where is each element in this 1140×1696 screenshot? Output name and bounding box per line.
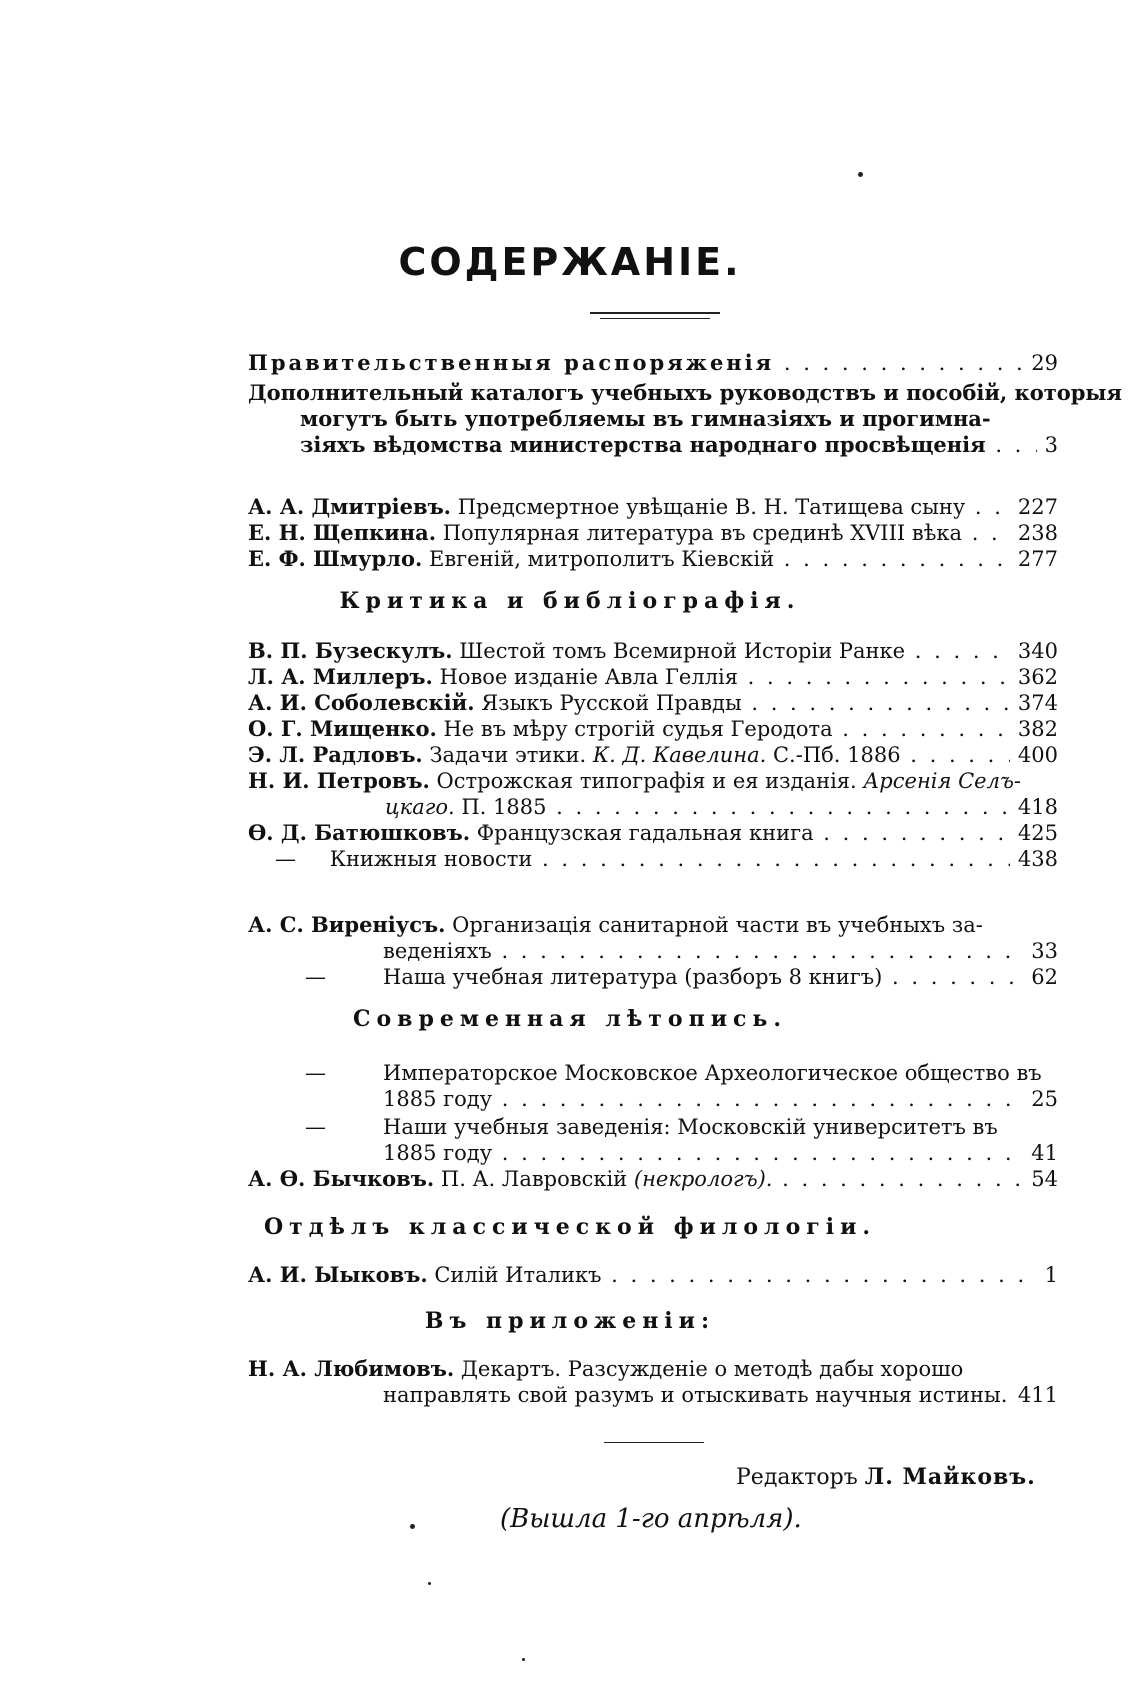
toc-entry: [248, 964, 1058, 990]
entry-title: Французская гадальная книга: [476, 821, 814, 845]
author: Л. А. Миллеръ.: [248, 664, 433, 689]
entry-title: Языкъ Русской Правды: [481, 691, 742, 715]
entry-title: Силій Италикъ: [434, 1263, 602, 1287]
appendix-line-1: [248, 1356, 963, 1382]
entry-title: Шестой томъ Всемирной Исторіи Ранке: [459, 639, 906, 663]
author: Э. Л. Радловъ.: [248, 742, 423, 767]
author: Е. Ф. Шмурло.: [248, 546, 423, 571]
catalog-line-2: могутъ быть употребляемы въ гимназіяхъ и прогимна-: [300, 406, 991, 431]
entry-title: Организація санитарной части въ учебныхъ за-: [452, 913, 983, 937]
entry-title-italic: Арсенія Селъ-: [863, 769, 1022, 793]
toc-entry: [248, 546, 1058, 572]
page-number: 54: [1023, 1166, 1058, 1192]
handwritten-note: (Вышла 1-го апрѣля).: [500, 1504, 802, 1534]
author: Н. А. Любимовъ.: [248, 1356, 455, 1381]
page-number: 411: [1010, 1382, 1058, 1408]
toc-entry: [248, 494, 1058, 520]
page-number: 374: [1010, 690, 1058, 716]
entry-title: Книжныя новости: [329, 847, 533, 871]
title-rule: [590, 312, 720, 314]
author: О. Г. Мищенко.: [248, 716, 437, 741]
entry-title: Евгеній, митрополитъ Кіевскій: [428, 547, 775, 571]
section-heading-chronicle: Современная лѣтопись.: [352, 1006, 788, 1032]
entry-title: Предсмертное увѣщаніе В. Н. Татищева сыну: [457, 495, 966, 519]
author: А. И. Соболевскій.: [248, 690, 475, 715]
toc-entry: [248, 1262, 1058, 1288]
entry-title: Наши учебныя заведенія: Московскій университетъ въ: [383, 1115, 998, 1139]
ink-speck: [522, 1658, 525, 1661]
toc-entry: [383, 1140, 1058, 1166]
entry-title: 1885 году . . .: [383, 1086, 1058, 1112]
toc-entry: [248, 638, 1058, 664]
toc-entry: [383, 938, 1058, 964]
toc-entry: [248, 716, 1058, 742]
entry-title: Не въ мѣру строгій судья Геродота: [443, 717, 833, 741]
section-heading-classical: Отдѣлъ классической филологіи.: [263, 1214, 877, 1240]
entry-title-italic: К. Д. Кавелина.: [592, 743, 767, 767]
entry-title: Императорское Московское Археологическое общество въ: [383, 1061, 1042, 1085]
toc-entry: [383, 1382, 1058, 1408]
author: А. А. Дмитріевъ.: [248, 494, 451, 519]
ink-speck: [858, 172, 863, 177]
divider: [604, 1442, 704, 1443]
toc-entry: [383, 1086, 1058, 1112]
page-number: 277: [1010, 546, 1058, 572]
page-number: 238: [1010, 520, 1058, 546]
editor-line: [736, 1464, 1036, 1491]
page-number: 418: [1010, 794, 1058, 820]
page-number: 425: [1010, 820, 1058, 846]
author: Ѳ. Д. Батюшковъ.: [248, 820, 471, 845]
author: А. Ѳ. Бычковъ.: [248, 1166, 435, 1191]
dash: —: [305, 965, 326, 989]
page-number: 382: [1010, 716, 1058, 742]
page-number: 340: [1010, 638, 1058, 664]
page-number: 400: [1010, 742, 1058, 768]
page-number: 41: [1023, 1140, 1058, 1166]
toc-gov-heading: [248, 350, 1058, 376]
entry-title: Новое изданіе Авла Геллія: [439, 665, 738, 689]
toc-entry: [248, 690, 1058, 716]
page-number: 3: [1037, 432, 1058, 458]
entry-title: Острожская типографія и ея изданія.: [436, 769, 857, 793]
entry-title-italic: цкаго.: [385, 795, 455, 819]
toc-entry: [248, 1166, 1058, 1192]
toc-entry: [248, 820, 1058, 846]
entry-title-end: С.-Пб. 1886: [772, 743, 901, 767]
university-line-1: [248, 1114, 998, 1140]
society-line-1: [248, 1060, 1042, 1086]
virenius-line-1: [248, 912, 983, 938]
entry-title: Задачи этики.: [429, 743, 587, 767]
author: А. С. Виреніусъ.: [248, 912, 446, 937]
section-heading-appendix: Въ приложеніи:: [424, 1308, 716, 1334]
page-number: 1: [1037, 1262, 1058, 1288]
catalog-line-1: Дополнительный каталогъ учебныхъ руководствъ и пособій, которыя: [248, 380, 1122, 405]
page-title: СОДЕРЖАНІЕ.: [398, 240, 742, 284]
entry-title: 1885 году . . .: [383, 1140, 1058, 1166]
entry-title: направлять свой разумъ и отыскивать научныя истины. . . .: [383, 1382, 1058, 1408]
catalog-line-3: зіяхъ вѣдомства министерства народнаго просвѣщенія . . .: [300, 432, 1058, 458]
entry-title: П. А. Лавровскій: [440, 1167, 628, 1191]
page-number: 25: [1023, 1086, 1058, 1112]
editor-label: Редакторъ: [736, 1465, 858, 1490]
author: Н. И. Петровъ.: [248, 768, 430, 793]
entry-title-italic: (некрологъ).: [633, 1167, 773, 1191]
toc-catalog: [300, 432, 1058, 458]
petrov-line-1: [248, 768, 1021, 794]
entry-title: Наша учебная литература (разборъ 8 книгъ): [383, 965, 883, 989]
dash: —: [305, 1115, 326, 1139]
page-number: 227: [1010, 494, 1058, 520]
entry-title: Популярная литература въ срединѣ XVIII вѣка: [442, 521, 963, 545]
toc-entry: [248, 846, 1058, 872]
page-number: 438: [1010, 846, 1058, 872]
author: Е. Н. Щепкина.: [248, 520, 437, 545]
gov-heading-text: Правительственныя распоряженія . . .: [248, 350, 1058, 376]
section-heading-criticism: Критика и библіографія.: [339, 588, 801, 614]
toc-entry: [248, 664, 1058, 690]
title-rule-thin: [600, 318, 710, 319]
page-number: 29: [1023, 350, 1058, 376]
page-number: 62: [1023, 964, 1058, 990]
author: А. И. Ыыковъ.: [248, 1262, 428, 1287]
toc-entry: [248, 520, 1058, 546]
editor-name: Л. Майковъ.: [864, 1464, 1036, 1490]
page-number: 33: [1023, 938, 1058, 964]
ink-speck: [428, 1582, 431, 1585]
toc-entry: [385, 794, 1058, 820]
dash: —: [305, 1061, 326, 1085]
toc-entry: [248, 742, 1058, 768]
ink-speck: [410, 1524, 415, 1529]
author: В. П. Бузескулъ.: [248, 638, 453, 663]
entry-title: веденіяхъ . . .: [383, 938, 1058, 964]
entry-title: Декартъ. Разсужденіе о методѣ дабы хорошо: [460, 1357, 964, 1381]
page-number: 362: [1010, 664, 1058, 690]
dash: —: [275, 847, 296, 871]
entry-title: П. 1885: [461, 795, 547, 819]
